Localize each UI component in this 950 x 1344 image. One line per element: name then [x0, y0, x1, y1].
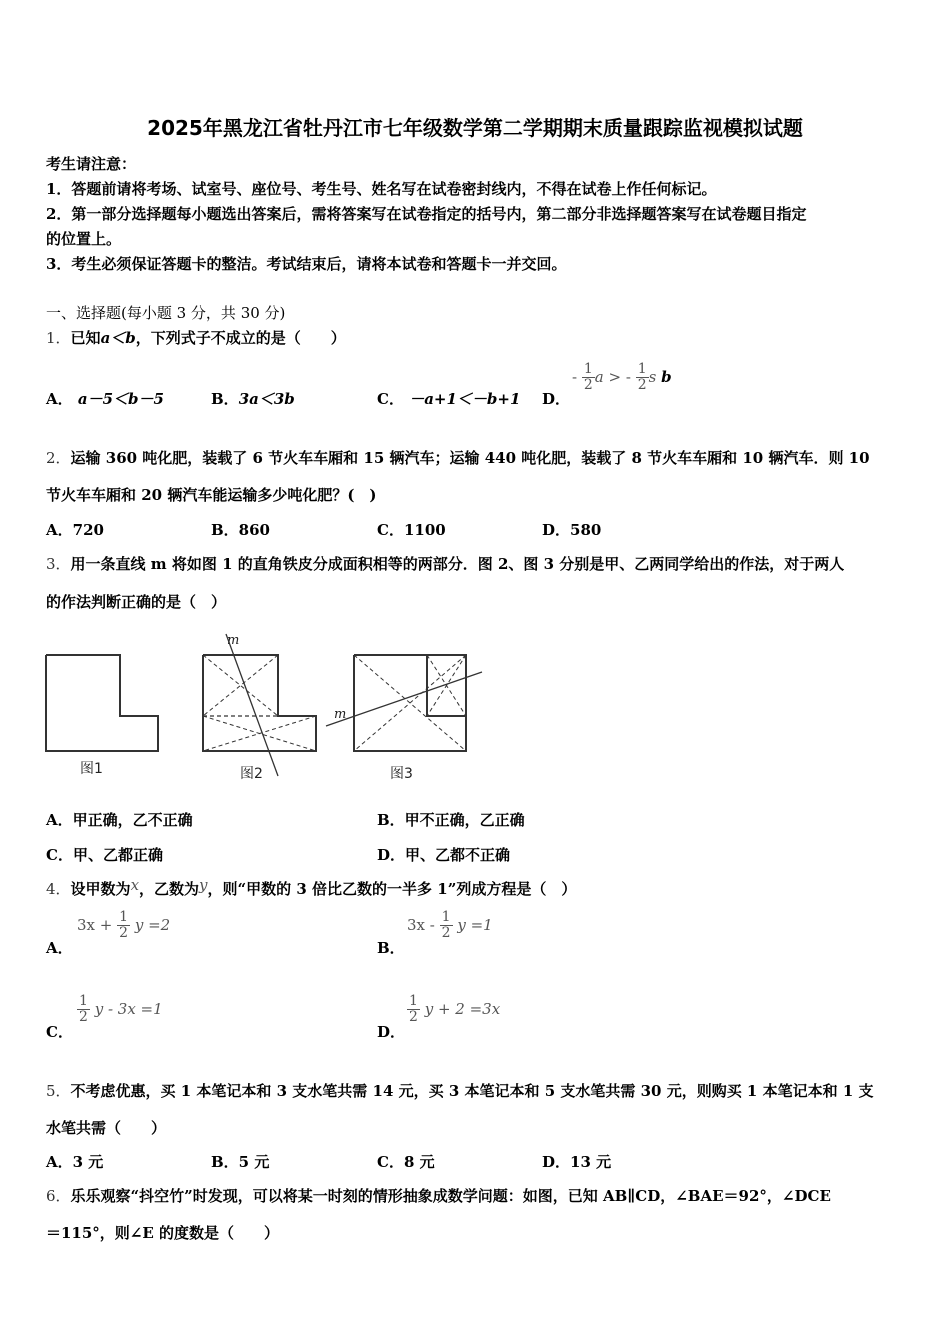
q1-d-gt: > [608, 367, 622, 386]
q4-c-num: 1 [79, 993, 88, 1009]
q6-line1-text: 乐乐观察“抖空竹”时发现，可以将某一时刻的情形抽象成数学问题：如图，已知 AB∥CD，∠BAE＝92°，∠DCE [70, 1187, 831, 1205]
fig2-line-label: m [227, 633, 240, 648]
q1-option-b [211, 388, 295, 409]
q5-option-a: A．3 元 [46, 1153, 104, 1171]
q2-number: 2． [46, 449, 71, 467]
q4-d-den: 2 [409, 1009, 418, 1026]
q1-option-d-formula [572, 362, 672, 394]
q4-d-num: 1 [409, 993, 418, 1009]
q4-c-post: y - 3x =1 [94, 999, 163, 1018]
q4-a-den: 2 [119, 925, 129, 942]
q1-c-label: C． [377, 390, 404, 408]
q1-c-text: －a+1＜－b+1 [409, 390, 521, 408]
q5-line1-text: 不考虑优惠，买 1 本笔记本和 3 支水笔共需 14 元，买 3 本笔记本和 5 支水笔共需 30 元，则购买 1 本笔记本和 1 支 [70, 1082, 874, 1100]
q4-a-fraction [117, 910, 130, 942]
q4-stem [46, 878, 576, 899]
q4-b-pre: 3x - [407, 915, 435, 934]
q4-b-num: 1 [441, 909, 451, 925]
q1-d-minus-2: - [625, 367, 631, 386]
q1-stem-a: 已知 [70, 329, 101, 347]
q2-line1 [46, 447, 870, 468]
q3-option-d: D．甲、乙都不正确 [377, 846, 511, 864]
q1-d-fraction-2 [636, 362, 649, 394]
q1-a-label: A． [46, 390, 73, 408]
fig1-label: 图1 [80, 761, 103, 777]
q4-a-post: y =2 [134, 915, 171, 934]
q1-d-var-a: a [594, 367, 604, 386]
q2-line2: 节火车车厢和 20 辆汽车能运输多少吨化肥？( ) [46, 486, 377, 504]
q4-stem-c: ，则“甲数的 3 倍比乙数的一半多 1”列成方程是（ ） [207, 880, 577, 898]
q2-option-a: A．720 [46, 521, 104, 539]
q1-d-frac1-num: 1 [583, 361, 593, 377]
q3-line1-text: 用一条直线 m 将如图 1 的直角铁皮分成面积相等的两部分．图 2、图 3 分别是甲、乙两同学给出的作法，对于两人 [70, 555, 845, 573]
q5-option-c: C．8 元 [377, 1153, 435, 1171]
q3-line1 [46, 553, 844, 574]
q6-line2: ＝115°，则∠E 的度数是（ ） [46, 1224, 280, 1242]
q4-c-den: 2 [79, 1009, 88, 1026]
q4-option-d-formula [407, 994, 500, 1026]
q4-option-a-formula [77, 910, 170, 942]
page-title: 2025年黑龙江省牡丹江市七年级数学第二学期期末质量跟踪监视模拟试题 [147, 116, 803, 140]
fig2 [203, 634, 316, 776]
fig2-label: 图2 [240, 766, 263, 782]
q5-option-d: D．13 元 [542, 1153, 612, 1171]
q4-var-y: y [199, 876, 208, 894]
q4-a-pre: 3x + [77, 915, 113, 934]
q1-stem [46, 327, 346, 348]
q3-option-b: B．甲不正确，乙正确 [377, 811, 525, 829]
q1-number: 1． [46, 329, 71, 347]
q1-a-text: a－5＜b－5 [77, 390, 164, 408]
q4-b-fraction [440, 910, 453, 942]
q1-b-label: B． [211, 390, 239, 408]
q4-b-den: 2 [441, 925, 451, 942]
q4-d-fraction [407, 994, 420, 1026]
q3-figures [40, 628, 490, 788]
q2-line1-text: 运输 360 吨化肥，装载了 6 节火车车厢和 15 辆汽车；运输 440 吨化肥，装载了 8 节火车车厢和 10 辆汽车．则 10 [70, 449, 870, 467]
q3-number: 3． [46, 555, 71, 573]
notice-heading: 考生请注意： [46, 155, 137, 173]
notice-item-2-cont: 的位置上。 [46, 230, 122, 248]
q4-option-a-label: A． [46, 939, 73, 957]
q3-line2: 的作法判断正确的是（ ） [46, 593, 227, 611]
q6-line1 [46, 1185, 831, 1206]
fig3-line-label: m [334, 707, 347, 722]
q1-d-frac2-num: 1 [637, 361, 647, 377]
q4-d-post: y + 2 =3x [424, 999, 501, 1018]
notice-item-2: 2．第一部分选择题每小题选出答案后，需将答案写在试卷指定的括号内，第二部分非选择题答案写在试卷题目指定 [46, 205, 807, 223]
q2-option-b: B．860 [211, 521, 270, 539]
q5-option-b: B．5 元 [211, 1153, 270, 1171]
q4-option-c-formula [77, 994, 163, 1026]
q2-option-d: D．580 [542, 521, 602, 539]
q1-d-frac1-den: 2 [583, 377, 593, 394]
q1-d-var-b: b [661, 367, 672, 386]
q1-option-c [377, 388, 520, 409]
q4-c-fraction [77, 994, 90, 1026]
q4-stem-b: ，乙数为 [139, 880, 200, 898]
q4-option-c-label: C． [46, 1023, 73, 1041]
q1-d-fraction-1 [582, 362, 595, 394]
q1-stem-b: ，下列式子不成立的是（ ） [135, 329, 346, 347]
q1-condition: a＜b [100, 329, 136, 347]
q1-b-text: 3a＜3b [238, 390, 295, 408]
q1-option-d-label: D． [542, 390, 571, 408]
q1-option-a [46, 388, 164, 409]
q1-d-var-s: s [648, 367, 657, 386]
q4-b-post: y =1 [457, 915, 493, 934]
q1-d-minus-1: - [572, 367, 578, 386]
q2-option-c: C．1100 [377, 521, 446, 539]
fig1-shape [46, 655, 158, 751]
notice-item-3: 3．考生必须保证答题卡的整洁。考试结束后，请将本试卷和答题卡一并交回。 [46, 255, 567, 273]
q4-stem-a: 设甲数为 [70, 880, 131, 898]
q4-var-x: x [130, 876, 140, 894]
q4-a-num: 1 [119, 909, 129, 925]
q3-option-c: C．甲、乙都正确 [46, 846, 163, 864]
q3-option-a: A．甲正确，乙不正确 [46, 811, 193, 829]
fig3-label: 图3 [390, 766, 413, 782]
fig3 [326, 655, 482, 751]
section-heading: 一、选择题(每小题 3 分，共 30 分) [46, 304, 286, 322]
q4-option-b-formula [407, 910, 493, 942]
q5-number: 5． [46, 1082, 71, 1100]
q5-line1 [46, 1080, 873, 1101]
q5-line2: 水笔共需（ ） [46, 1119, 167, 1137]
q4-number: 4． [46, 880, 71, 898]
q4-option-d-label: D． [377, 1023, 406, 1041]
q6-number: 6． [46, 1187, 71, 1205]
q1-d-frac2-den: 2 [637, 377, 647, 394]
notice-item-1: 1．答题前请将考场、试室号、座位号、考生号、姓名写在试卷密封线内，不得在试卷上作任何标记。 [46, 180, 717, 198]
q4-option-b-label: B． [377, 939, 405, 957]
